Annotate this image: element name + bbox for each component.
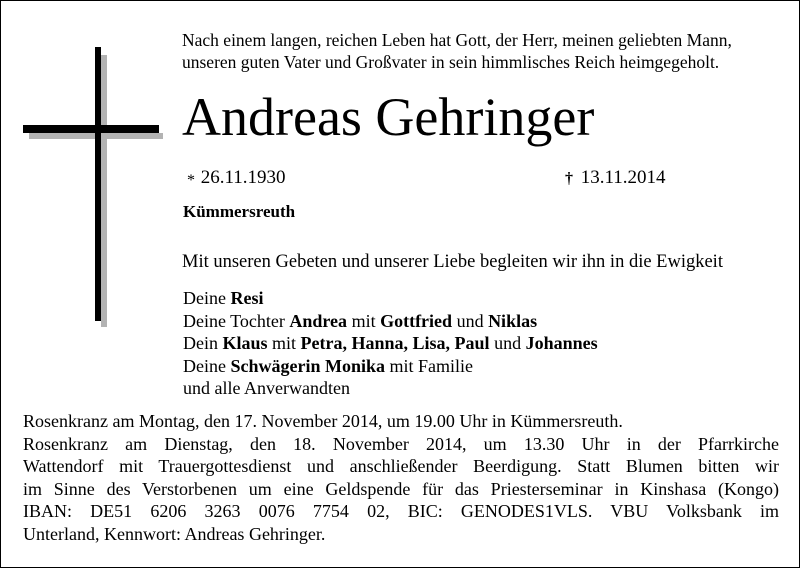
service-line: Wattendorf mit Trauergottesdienst und anschließender Beerdigung. Statt Blumen bitten wir bbox=[23, 456, 779, 477]
intro-line: unseren guten Vater und Großvater in sein himmlisches Reich heimgegeholt. bbox=[182, 52, 720, 72]
service-line: Rosenkranz am Dienstag, den 18. November 2014, um 13.30 Uhr in der Pfarrkirche bbox=[23, 433, 779, 454]
birth-star-icon: * bbox=[187, 172, 195, 189]
mourner-text: Deine bbox=[183, 288, 231, 308]
mourner-name: Petra, Hanna, Lisa, Paul bbox=[300, 333, 490, 354]
death-date bbox=[565, 166, 666, 191]
mourner-name: Klaus bbox=[222, 333, 268, 354]
mourner-line bbox=[183, 310, 743, 333]
mourner-name: Niklas bbox=[488, 310, 538, 331]
mourner-name: Andrea bbox=[289, 310, 348, 331]
hometown: Kümmersreuth bbox=[183, 202, 296, 221]
service-line: Rosenkranz am Montag, den 17. November 2014, um 19.00 Uhr in Kümmersreuth. bbox=[23, 411, 623, 431]
birth-date bbox=[187, 166, 286, 191]
mourner-name: Johannes bbox=[525, 333, 598, 354]
mourner-name: Gottfried bbox=[380, 310, 453, 331]
mourner-text: und bbox=[489, 333, 526, 354]
service-line: IBAN: DE51 6206 3263 0076 7754 02, BIC: GENODES1VLS. VBU Volksbank im bbox=[23, 501, 779, 522]
mourner-text: und bbox=[452, 310, 489, 331]
mourner-line bbox=[183, 332, 743, 355]
intro-line: Nach einem langen, reichen Leben hat Gott, der Herr, meinen geliebten Mann, bbox=[182, 30, 732, 50]
mourner-name: Resi bbox=[230, 288, 264, 308]
birth-date-value: 26.11.1930 bbox=[200, 167, 286, 188]
death-date-value: 13.11.2014 bbox=[580, 167, 666, 188]
mourner-line: und alle Anverwandten bbox=[183, 378, 350, 399]
mourner-line bbox=[183, 287, 743, 310]
mourner-name: Schwägerin Monika bbox=[230, 355, 385, 376]
mourner-text: mit bbox=[347, 310, 381, 331]
mourner-text: Deine bbox=[183, 355, 231, 376]
mourner-line bbox=[183, 355, 743, 378]
death-cross-icon: † bbox=[565, 170, 573, 187]
mourners-list bbox=[183, 287, 743, 400]
mourner-text: mit bbox=[267, 333, 301, 354]
intro-text bbox=[182, 29, 782, 73]
service-line: Unterland, Kennwort: Andreas Gehringer. bbox=[23, 523, 326, 544]
mourner-text: mit Familie bbox=[385, 355, 473, 376]
service-line: im Sinne des Verstorbenen um eine Geldspende für das Priesterseminar in Kinshasa (Kongo) bbox=[23, 478, 779, 499]
service-details bbox=[23, 410, 779, 546]
prayer-line: Mit unseren Gebeten und unserer Liebe begleiten wir ihn in die Ewigkeit bbox=[182, 252, 723, 272]
deceased-name: Andreas Gehringer bbox=[182, 87, 595, 147]
memorial-cross-icon bbox=[23, 47, 165, 327]
mourner-text: Dein bbox=[183, 333, 223, 354]
mourner-text: Deine Tochter bbox=[183, 310, 290, 331]
